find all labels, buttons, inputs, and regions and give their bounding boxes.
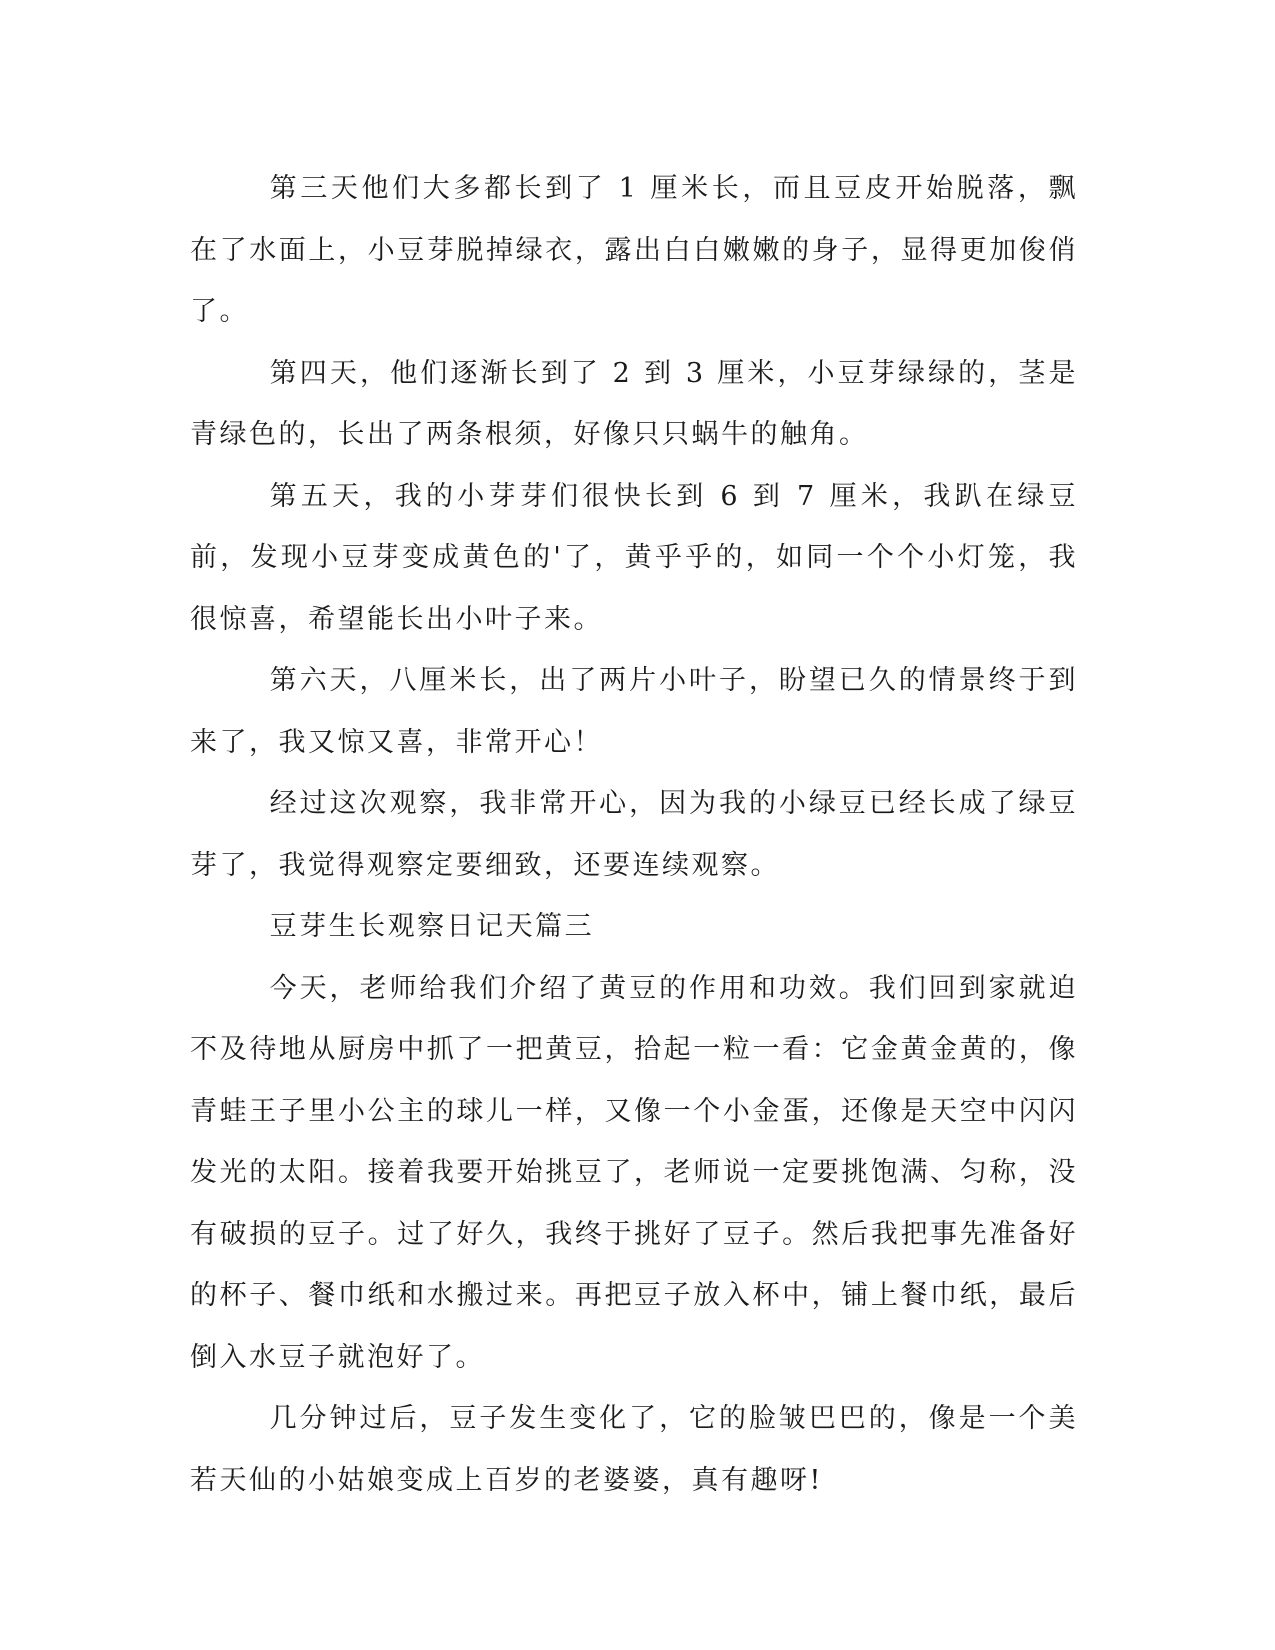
- paragraph-conclusion: 经过这次观察，我非常开心，因为我的小绿豆已经长成了绿豆芽了，我觉得观察定要细致，还要连续观察。: [190, 788, 1078, 881]
- paragraph-soybean-change: 几分钟过后，豆子发生变化了，它的脸皱巴巴的，像是一个美若天仙的小姑娘变成上百岁的老婆婆，真有趣呀!: [190, 1403, 1078, 1496]
- paragraph-day-three: 第三天他们大多都长到了 1 厘米长，而且豆皮开始脱落，飘在了水面上，小豆芽脱掉绿衣，露出白白嫩嫩的身子，显得更加俊俏了。: [190, 173, 1078, 327]
- section-heading: 豆芽生长观察日记天篇三: [269, 911, 595, 942]
- paragraph-soybean-intro: 今天，老师给我们介绍了黄豆的作用和功效。我们回到家就迫不及待地从厨房中抓了一把黄豆，拾起一粒一看：它金黄金黄的，像青蛙王子里小公主的球儿一样，又像一个小金蛋，还像是天空中闪闪发光的太阳。接着我要开始挑豆了，老师说一定要挑饱满、匀称，没有破损的豆子。过了好久，我终于挑好了豆子。然后我把事先准备好的杯子、餐巾纸和水搬过来。再把豆子放入杯中，铺上餐巾纸，最后倒入水豆子就泡好了。: [190, 972, 1078, 1373]
- document-body: [190, 158, 1078, 1511]
- paragraph-day-six: 第六天，八厘米长，出了两片小叶子，盼望已久的情景终于到来了，我又惊又喜，非常开心！: [190, 665, 1078, 758]
- paragraph-day-four: 第四天，他们逐渐长到了 2 到 3 厘米，小豆芽绿绿的，茎是青绿色的，长出了两条根须，好像只只蜗牛的触角。: [190, 357, 1078, 450]
- paragraph-day-five: 第五天，我的小芽芽们很快长到 6 到 7 厘米，我趴在绿豆前，发现小豆芽变成黄色的'了，黄乎乎的，如同一个个小灯笼，我很惊喜，希望能长出小叶子来。: [190, 480, 1078, 635]
